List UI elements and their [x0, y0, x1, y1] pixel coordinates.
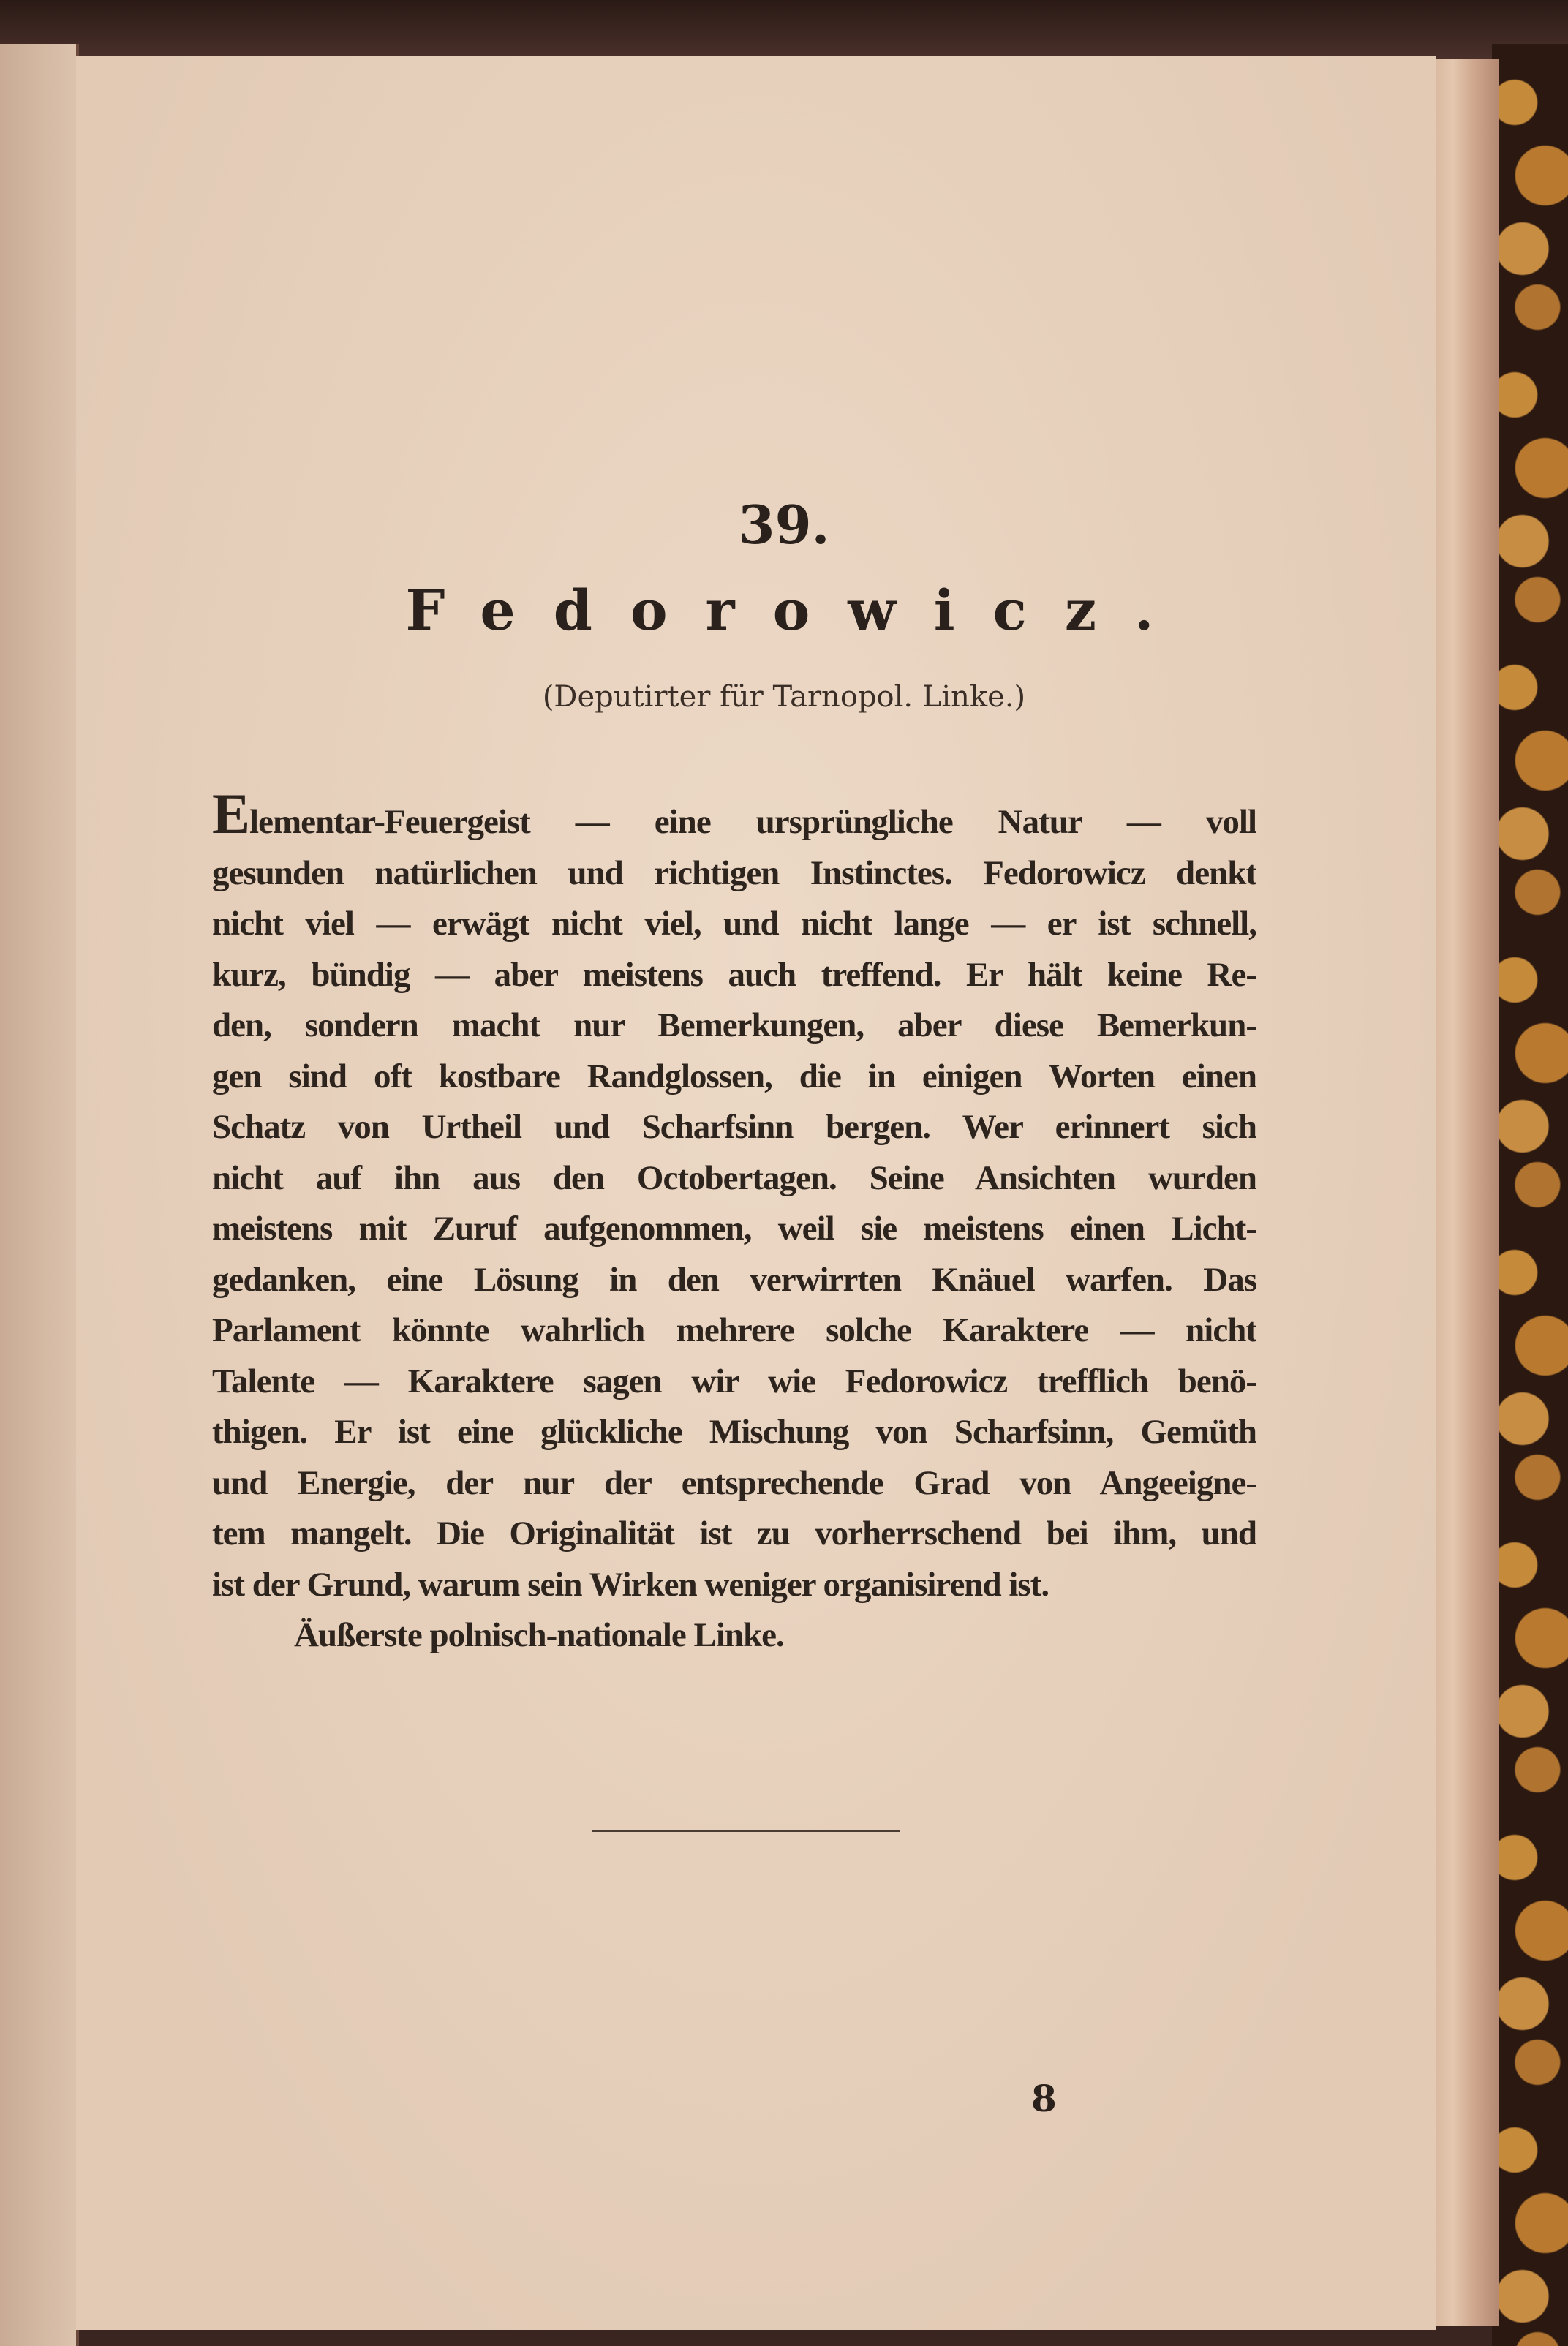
text-line: kurz, bündig — aber meistens auch treffend. Er hält keine Re- [212, 955, 1256, 994]
text-line: thigen. Er ist eine glückliche Mischung von Scharfsinn, Gemüth [212, 1413, 1256, 1451]
text-line: gesunden natürlichen und richtigen Instinctes. Fedorowicz denkt [212, 853, 1256, 892]
text-line: nicht auf ihn aus den Octobertagen. Seine Ansichten wurden [212, 1158, 1256, 1197]
text-line: Parlament könnte wahrlich mehrere solche Karaktere — nicht [212, 1311, 1256, 1349]
left-page-edge [0, 44, 79, 2346]
body-text [212, 788, 1256, 1662]
page-number: 8 [1031, 2077, 1057, 2120]
text-line: und Energie, der nur der entsprechende Grad von Angeeigne- [212, 1463, 1256, 1502]
text-line: ist der Grund, warum sein Wirken weniger organisirend ist. [212, 1565, 1049, 1604]
section-subtitle: (Deputirter für Tarnopol. Linke.) [542, 680, 1026, 714]
page-stack-edge [1433, 59, 1499, 2326]
closing-line: Äußerste polnisch-nationale Linke. [294, 1616, 784, 1654]
text-line: tem mangelt. Die Originalität ist zu vorherrschend bei ihm, und [212, 1515, 1256, 1553]
section-number: 39. [738, 494, 830, 556]
marbled-cover [1492, 44, 1568, 2346]
text-line: gedanken, eine Lösung in den verwirrten Knäuel warfen. Das [212, 1260, 1256, 1299]
text-line: nicht viel — erwägt nicht viel, und nicht lange — er ist schnell, [212, 905, 1256, 943]
divider-rule [592, 1830, 900, 1832]
text-line: gen sind oft kostbare Randglossen, die in einigen Worten einen [212, 1057, 1256, 1095]
text-line: meistens mit Zuruf aufgenommen, weil sie meistens einen Licht- [212, 1210, 1256, 1248]
book-top-edge [0, 0, 1568, 59]
text-line: Schatz von Urtheil und Scharfsinn bergen. Wer erinnert sich [212, 1108, 1256, 1146]
text-line: den, sondern macht nur Bemerkungen, aber diese Bemerkun- [212, 1006, 1256, 1044]
text-line: Talente — Karaktere sagen wir wie Fedorowicz trefflich benö- [212, 1362, 1256, 1400]
section-title: Fedorowicz. [405, 578, 1192, 643]
text-line: Elementar-Feuergeist — eine ursprüngliche Natur — voll [212, 788, 1256, 845]
